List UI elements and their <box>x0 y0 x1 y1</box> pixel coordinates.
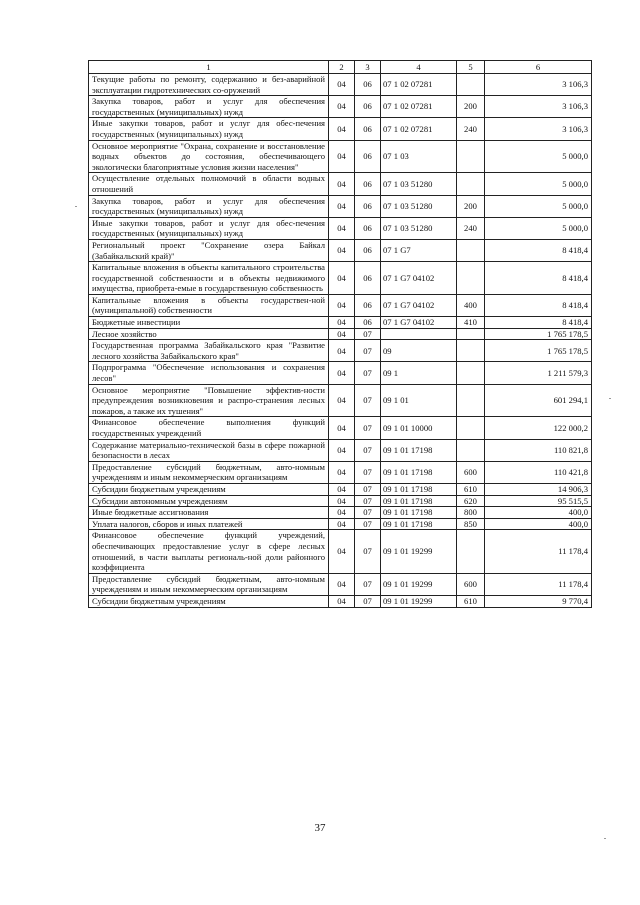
expense-type-cell <box>457 439 485 461</box>
amount-cell: 5 000,0 <box>485 217 592 239</box>
target-article-cell: 07 1 03 <box>381 140 457 173</box>
amount-cell: 14 906,3 <box>485 483 592 495</box>
row-name-cell: Государственная программа Забайкальского края "Развитие лесного хозяйства Забайкальского края" <box>89 340 329 362</box>
expense-type-cell: 600 <box>457 573 485 595</box>
target-article-cell: 07 1 02 07281 <box>381 118 457 140</box>
section-code-cell: 04 <box>329 340 355 362</box>
amount-cell: 5 000,0 <box>485 195 592 217</box>
amount-cell: 1 765 178,5 <box>485 340 592 362</box>
table-row <box>89 294 592 316</box>
section-code-cell: 04 <box>329 328 355 340</box>
table-row <box>89 317 592 329</box>
section-code-cell: 04 <box>329 573 355 595</box>
subsection-code-cell: 06 <box>355 96 381 118</box>
table-row <box>89 96 592 118</box>
row-name-cell: Субсидии бюджетным учреждениям <box>89 483 329 495</box>
section-code-cell: 04 <box>329 507 355 519</box>
scan-speck <box>604 838 606 839</box>
subsection-code-cell: 07 <box>355 417 381 439</box>
table-row <box>89 328 592 340</box>
target-article-cell: 09 1 01 17198 <box>381 439 457 461</box>
expense-type-cell <box>457 239 485 261</box>
amount-cell: 3 106,3 <box>485 74 592 96</box>
subsection-code-cell: 07 <box>355 530 381 573</box>
subsection-code-cell: 07 <box>355 328 381 340</box>
expense-type-cell: 620 <box>457 495 485 507</box>
target-article-cell: 09 1 01 19299 <box>381 530 457 573</box>
row-name-cell: Подпрограмма "Обеспечение использования и сохранения лесов" <box>89 362 329 384</box>
expense-type-cell: 240 <box>457 217 485 239</box>
target-article-cell: 09 1 <box>381 362 457 384</box>
amount-cell: 8 418,4 <box>485 317 592 329</box>
section-code-cell: 04 <box>329 483 355 495</box>
row-name-cell: Основное мероприятие "Охрана, сохранение и восстановление водных объектов до состояния, обеспечивающего экологически благоприятные условия жизни населения" <box>89 140 329 173</box>
section-code-cell: 04 <box>329 595 355 607</box>
target-article-cell: 09 1 01 <box>381 384 457 417</box>
expense-type-cell: 600 <box>457 461 485 483</box>
row-name-cell: Лесное хозяйство <box>89 328 329 340</box>
expense-type-cell <box>457 417 485 439</box>
row-name-cell: Закупка товаров, работ и услуг для обеспечения государственных (муниципальных) нужд <box>89 96 329 118</box>
section-code-cell: 04 <box>329 317 355 329</box>
subsection-code-cell: 07 <box>355 518 381 530</box>
expense-type-cell <box>457 530 485 573</box>
target-article-cell: 07 1 03 51280 <box>381 217 457 239</box>
section-code-cell: 04 <box>329 461 355 483</box>
target-article-cell: 09 1 01 17198 <box>381 483 457 495</box>
table-header-row <box>89 61 592 74</box>
expense-type-cell <box>457 173 485 195</box>
section-code-cell: 04 <box>329 262 355 295</box>
row-name-cell: Осуществление отдельных полномочий в области водных отношений <box>89 173 329 195</box>
section-code-cell: 04 <box>329 384 355 417</box>
row-name-cell: Текущие работы по ремонту, содержанию и без-аварийной эксплуатации гидротехнических со-оружений <box>89 74 329 96</box>
target-article-cell: 09 1 01 17198 <box>381 461 457 483</box>
subsection-code-cell: 06 <box>355 195 381 217</box>
target-article-cell: 07 1 03 51280 <box>381 195 457 217</box>
row-name-cell: Финансовое обеспечение выполнения функций государственных учреждений <box>89 417 329 439</box>
section-code-cell: 04 <box>329 74 355 96</box>
amount-cell: 11 178,4 <box>485 573 592 595</box>
target-article-cell <box>381 328 457 340</box>
table-row <box>89 195 592 217</box>
row-name-cell: Капитальные вложения в объекты капитального строительства государственной собственности и в объекты недвижимого имущества, приобрета-емые в государственную собственность <box>89 262 329 295</box>
subsection-code-cell: 07 <box>355 384 381 417</box>
amount-cell: 5 000,0 <box>485 173 592 195</box>
section-code-cell: 04 <box>329 217 355 239</box>
section-code-cell: 04 <box>329 294 355 316</box>
amount-cell: 122 000,2 <box>485 417 592 439</box>
target-article-cell: 07 1 G7 04102 <box>381 262 457 295</box>
scan-speck <box>609 398 611 399</box>
table-row <box>89 461 592 483</box>
amount-cell: 110 821,8 <box>485 439 592 461</box>
expense-type-cell: 610 <box>457 483 485 495</box>
section-code-cell: 04 <box>329 362 355 384</box>
row-name-cell: Уплата налогов, сборов и иных платежей <box>89 518 329 530</box>
subsection-code-cell: 07 <box>355 439 381 461</box>
table-row <box>89 262 592 295</box>
table-row <box>89 384 592 417</box>
expense-type-cell <box>457 340 485 362</box>
table-row <box>89 118 592 140</box>
expense-type-cell: 240 <box>457 118 485 140</box>
row-name-cell: Субсидии бюджетным учреждениям <box>89 595 329 607</box>
row-name-cell: Предоставление субсидий бюджетным, авто-номным учреждениям и иным некоммерческим организациям <box>89 461 329 483</box>
section-code-cell: 04 <box>329 239 355 261</box>
section-code-cell: 04 <box>329 417 355 439</box>
amount-cell: 601 294,1 <box>485 384 592 417</box>
expense-type-cell <box>457 140 485 173</box>
amount-cell: 3 106,3 <box>485 96 592 118</box>
amount-cell: 1 765 178,5 <box>485 328 592 340</box>
amount-cell: 5 000,0 <box>485 140 592 173</box>
row-name-cell: Закупка товаров, работ и услуг для обеспечения государственных (муниципальных) нужд <box>89 195 329 217</box>
row-name-cell: Иные закупки товаров, работ и услуг для обес-печения государственных (муниципальных) нужд <box>89 118 329 140</box>
amount-cell: 1 211 579,3 <box>485 362 592 384</box>
subsection-code-cell: 07 <box>355 595 381 607</box>
subsection-code-cell: 06 <box>355 74 381 96</box>
target-article-cell: 07 1 G7 <box>381 239 457 261</box>
amount-cell: 9 770,4 <box>485 595 592 607</box>
expense-type-cell: 800 <box>457 507 485 519</box>
target-article-cell: 07 1 02 07281 <box>381 74 457 96</box>
subsection-code-cell: 07 <box>355 495 381 507</box>
section-code-cell: 04 <box>329 96 355 118</box>
row-name-cell: Региональный проект "Сохранение озера Байкал (Забайкальский край)" <box>89 239 329 261</box>
section-code-cell: 04 <box>329 439 355 461</box>
expense-type-cell: 200 <box>457 96 485 118</box>
section-code-cell: 04 <box>329 495 355 507</box>
target-article-cell: 09 1 01 19299 <box>381 573 457 595</box>
target-article-cell: 09 <box>381 340 457 362</box>
target-article-cell: 09 1 01 17198 <box>381 518 457 530</box>
table-row <box>89 595 592 607</box>
expense-type-cell <box>457 384 485 417</box>
page-number: 37 <box>314 822 326 834</box>
subsection-code-cell: 06 <box>355 317 381 329</box>
expense-type-cell <box>457 74 485 96</box>
expense-type-cell <box>457 328 485 340</box>
table-row <box>89 518 592 530</box>
scan-speck <box>75 206 77 207</box>
expense-type-cell <box>457 262 485 295</box>
amount-cell: 95 515,5 <box>485 495 592 507</box>
budget-table-container <box>88 60 591 608</box>
table-row <box>89 173 592 195</box>
expense-type-cell: 410 <box>457 317 485 329</box>
expense-type-cell: 400 <box>457 294 485 316</box>
subsection-code-cell: 06 <box>355 118 381 140</box>
target-article-cell: 07 1 02 07281 <box>381 96 457 118</box>
table-row <box>89 140 592 173</box>
table-row <box>89 340 592 362</box>
table-row <box>89 507 592 519</box>
expense-type-cell: 200 <box>457 195 485 217</box>
table-row <box>89 439 592 461</box>
row-name-cell: Предоставление субсидий бюджетным, авто-номным учреждениям и иным некоммерческим организациям <box>89 573 329 595</box>
table-row <box>89 74 592 96</box>
header-cell: 5 <box>457 61 485 74</box>
table-row <box>89 362 592 384</box>
table-row <box>89 239 592 261</box>
amount-cell: 11 178,4 <box>485 530 592 573</box>
subsection-code-cell: 06 <box>355 262 381 295</box>
row-name-cell: Финансовое обеспечение функций учреждений, обеспечивающих предоставление услуг в сфере лесных отношений, в части выплаты региональ-ной доли районного коэффициента <box>89 530 329 573</box>
subsection-code-cell: 06 <box>355 294 381 316</box>
section-code-cell: 04 <box>329 530 355 573</box>
amount-cell: 8 418,4 <box>485 294 592 316</box>
section-code-cell: 04 <box>329 140 355 173</box>
row-name-cell: Иные бюджетные ассигнования <box>89 507 329 519</box>
subsection-code-cell: 06 <box>355 173 381 195</box>
header-cell: 6 <box>485 61 592 74</box>
target-article-cell: 09 1 01 19299 <box>381 595 457 607</box>
target-article-cell: 09 1 01 17198 <box>381 507 457 519</box>
row-name-cell: Содержание материально-технической базы в сфере пожарной безопасности в лесах <box>89 439 329 461</box>
subsection-code-cell: 06 <box>355 239 381 261</box>
subsection-code-cell: 07 <box>355 507 381 519</box>
budget-table <box>88 60 592 608</box>
amount-cell: 8 418,4 <box>485 262 592 295</box>
target-article-cell: 09 1 01 10000 <box>381 417 457 439</box>
table-row <box>89 573 592 595</box>
amount-cell: 110 421,8 <box>485 461 592 483</box>
row-name-cell: Иные закупки товаров, работ и услуг для обес-печения государственных (муниципальных) нужд <box>89 217 329 239</box>
row-name-cell: Бюджетные инвестиции <box>89 317 329 329</box>
table-body <box>89 74 592 608</box>
header-cell: 1 <box>89 61 329 74</box>
section-code-cell: 04 <box>329 195 355 217</box>
subsection-code-cell: 07 <box>355 340 381 362</box>
subsection-code-cell: 07 <box>355 573 381 595</box>
section-code-cell: 04 <box>329 518 355 530</box>
target-article-cell: 09 1 01 17198 <box>381 495 457 507</box>
target-article-cell: 07 1 G7 04102 <box>381 294 457 316</box>
section-code-cell: 04 <box>329 118 355 140</box>
amount-cell: 400,0 <box>485 507 592 519</box>
subsection-code-cell: 06 <box>355 217 381 239</box>
expense-type-cell: 850 <box>457 518 485 530</box>
table-row <box>89 495 592 507</box>
section-code-cell: 04 <box>329 173 355 195</box>
subsection-code-cell: 07 <box>355 483 381 495</box>
target-article-cell: 07 1 03 51280 <box>381 173 457 195</box>
subsection-code-cell: 07 <box>355 461 381 483</box>
expense-type-cell <box>457 362 485 384</box>
header-cell: 4 <box>381 61 457 74</box>
row-name-cell: Субсидии автономным учреждениям <box>89 495 329 507</box>
header-cell: 3 <box>355 61 381 74</box>
subsection-code-cell: 07 <box>355 362 381 384</box>
row-name-cell: Капитальные вложения в объекты государствен-ной (муниципальной) собственности <box>89 294 329 316</box>
table-row <box>89 417 592 439</box>
subsection-code-cell: 06 <box>355 140 381 173</box>
amount-cell: 3 106,3 <box>485 118 592 140</box>
header-cell: 2 <box>329 61 355 74</box>
table-row <box>89 530 592 573</box>
expense-type-cell: 610 <box>457 595 485 607</box>
table-row <box>89 217 592 239</box>
amount-cell: 400,0 <box>485 518 592 530</box>
amount-cell: 8 418,4 <box>485 239 592 261</box>
table-row <box>89 483 592 495</box>
target-article-cell: 07 1 G7 04102 <box>381 317 457 329</box>
row-name-cell: Основное мероприятие "Повышение эффектив-ности предупреждения возникновения и распро-странения лесных пожаров, а также их тушения" <box>89 384 329 417</box>
